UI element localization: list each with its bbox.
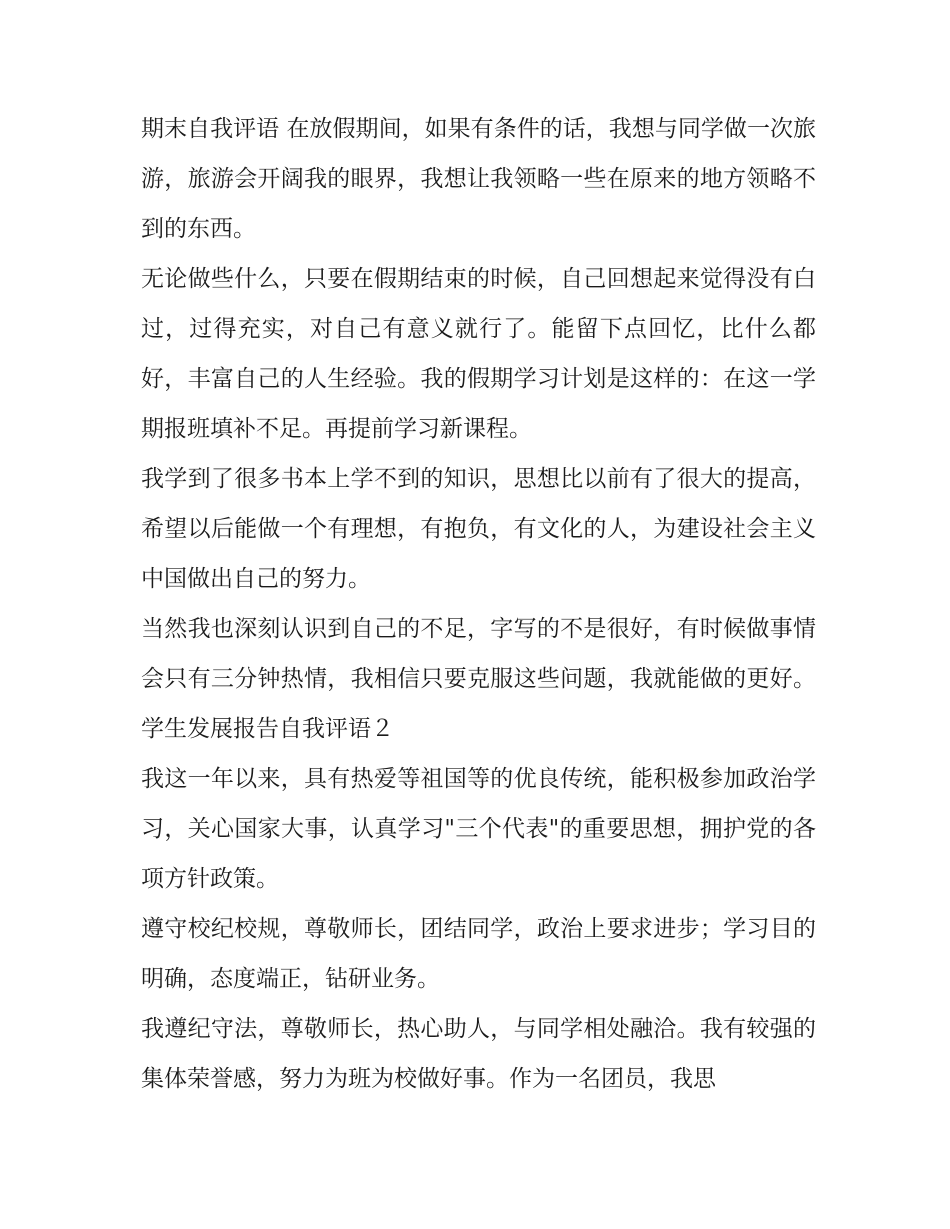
paragraph-5: 我这一年以来，具有热爱等祖国等的优良传统，能积极参加政治学习，关心国家大事，认真学习"三个代表"的重要思想，拥护党的各项方针政策。 bbox=[141, 766, 816, 892]
paragraph-7: 我遵纪守法，尊敬师长，热心助人，与同学相处融洽。我有较强的集体荣誉感，努力为班为校做好事。作为一名团员，我思 bbox=[141, 1016, 816, 1092]
paragraph-2: 无论做些什么，只要在假期结束的时候，自己回想起来觉得没有白过，过得充实，对自己有意义就行了。能留下点回忆，比什么都好，丰富自己的人生经验。我的假期学习计划是这样的：在这一学期报班填补不足。再提前学习新课程。 bbox=[141, 266, 816, 442]
paragraph-4: 当然我也深刻认识到自己的不足，字写的不是很好，有时候做事情会只有三分钟热情，我相信只要克服这些问题，我就能做的更好。 学生发展报告自我评语２ bbox=[141, 616, 816, 742]
paragraph-3: 我学到了很多书本上学不到的知识，思想比以前有了很大的提高，希望以后能做一个有理想，有抱负，有文化的人，为建设社会主义中国做出自己的努力。 bbox=[141, 466, 816, 592]
paragraph-6: 遵守校纪校规，尊敬师长，团结同学，政治上要求进步；学习目的明确，态度端正，钻研业务。 bbox=[141, 916, 816, 992]
document-body bbox=[141, 104, 816, 1104]
paragraph-1: 期末自我评语 在放假期间，如果有条件的话，我想与同学做一次旅游，旅游会开阔我的眼界，我想让我领略一些在原来的地方领略不到的东西。 bbox=[141, 116, 816, 242]
